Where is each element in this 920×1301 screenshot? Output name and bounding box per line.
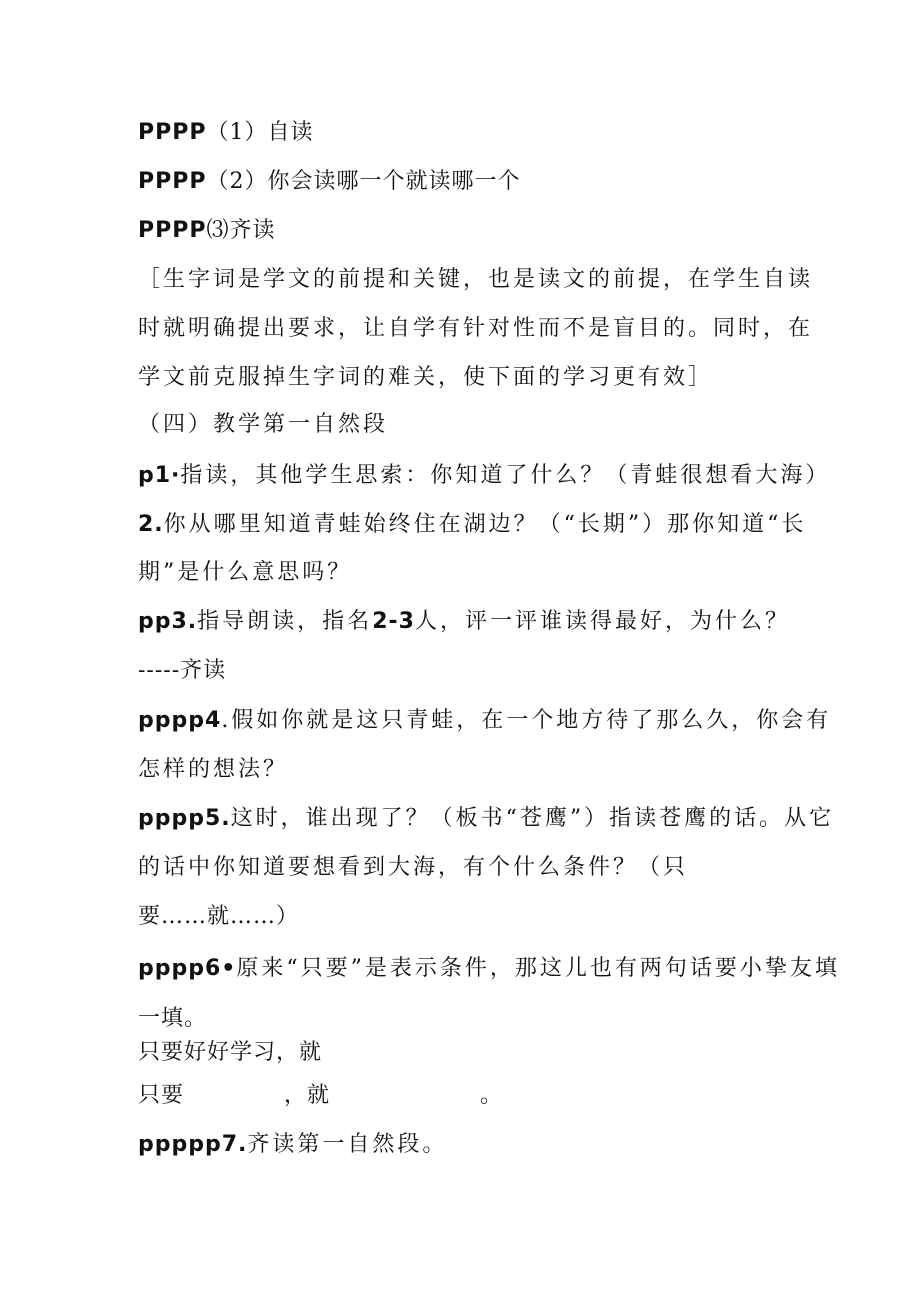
item-7 [138,1130,798,1160]
item-5-continued-1: 的话中你知道要想看到大海，有个什么条件？（只 [138,855,689,880]
note-line-3: 学文前克服掉生字词的难关，使下面的学习更有效］ [138,365,714,390]
item-2 [138,510,807,540]
section-heading: （四）教学第一自然段 [138,412,389,437]
item-text: 齐读第一自然段。 [247,1132,448,1157]
item-3-continued: -----齐读 [138,658,227,683]
item-6 [138,954,840,984]
line-prefix: PPPP [138,218,207,243]
item-number: pppp4 [138,708,222,733]
fill-blank-2 [138,1081,798,1111]
item-6-continued: 一填。 [138,1006,208,1031]
item-text: 原来“只要”是表示条件，那这儿也有两句话要小挚友填 [236,956,840,981]
item-text: 指导朗读，指名 [197,609,373,634]
step-text: （1）自读 [206,120,314,145]
fill-blank-text: 只要 [138,1083,185,1108]
item-number: pp3. [138,609,198,634]
note-line-1: ［生字词是学文的前提和关键，也是读文的前提，在学生自读 [138,267,814,292]
line-prefix: PPPP [138,169,207,194]
note-line-2: 时就明确提出要求，让自学有针对性而不是盲目的。同时，在 [138,316,814,341]
item-text: 指读，其他学生思索：你知道了什么？（青蛙很想看大海） [180,463,831,488]
item-text: 你从哪里知道青蛙始终住在湖边？（“长期”）那你知道“长 [163,512,807,537]
item-4-continued: 怎样的想法？ [138,757,289,782]
item-text: 这时，谁出现了？（板书“苍鹰”）指读苍鹰的话。从它 [230,806,835,831]
line-prefix: PPPP [138,120,207,145]
fill-blank-text: ，就 [284,1083,331,1108]
step-text: （2）你会读哪一个就读哪一个 [206,169,521,194]
item-number: p1· [138,463,181,488]
item-5 [138,804,835,834]
step-read-known [138,167,798,197]
item-3 [138,607,798,637]
item-number: pppp6• [138,956,237,981]
item-4 [138,706,832,736]
step-text: ⑶齐读 [206,218,276,243]
item-2-continued: 期”是什么意思吗？ [138,560,353,585]
fill-blank-text: 。 [480,1083,504,1108]
item-1 [138,461,831,491]
step-self-read [138,118,798,148]
item-inline-number: 2-3 [372,609,415,634]
item-number: 2. [138,512,164,537]
item-5-continued-2: 要……就……） [138,904,300,929]
item-text: .假如你就是这只青蛙，在一个地方待了那么久，你会有 [221,708,832,733]
item-text: 人，评一评谁读得最好，为什么？ [414,609,790,634]
item-number: pppp5. [138,806,231,831]
step-read-together [138,216,798,246]
fill-blank-1: 只要好好学习，就 [138,1040,323,1065]
item-number: ppppp7. [138,1132,248,1157]
